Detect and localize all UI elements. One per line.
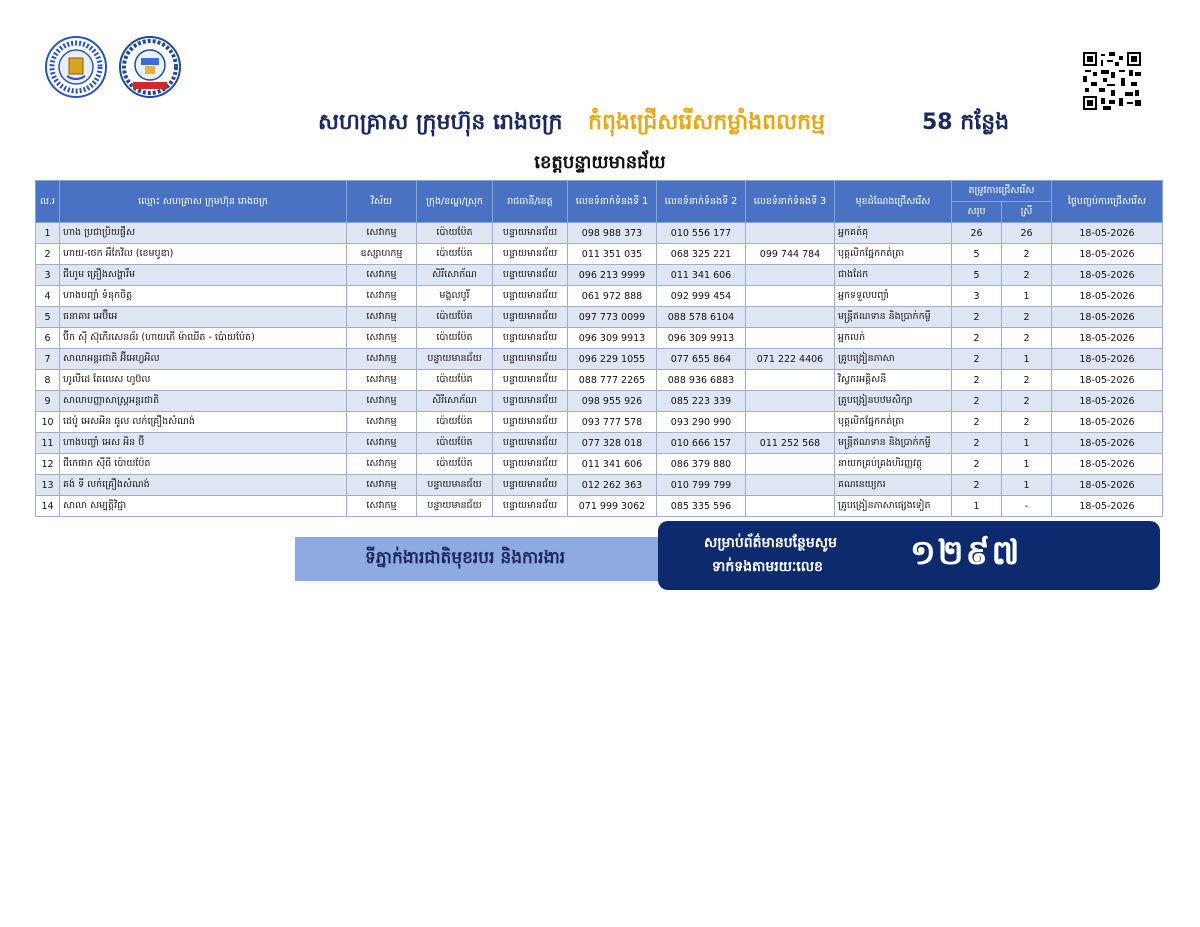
cell-female: 2: [1002, 412, 1052, 433]
cell-total: 5: [952, 265, 1002, 286]
header-total: សរុប: [952, 202, 1002, 223]
job-vacancy-table: [35, 180, 1163, 517]
cell-company: ជីកេផាក ស៊ីធី ប៉ោយប៉ែត: [60, 454, 347, 475]
cell-phone3[interactable]: [746, 370, 835, 391]
cell-total: 2: [952, 412, 1002, 433]
cell-position: គ្រូបង្រៀនភាសា: [835, 349, 952, 370]
cell-total: 26: [952, 223, 1002, 244]
cell-phone1[interactable]: 011 351 035: [568, 244, 657, 265]
table-row: [36, 307, 1163, 328]
cell-district: ប៉ោយប៉ែត: [417, 370, 493, 391]
cell-sector: សេវាកម្ម: [347, 475, 417, 496]
header-deadline: ថ្ងៃបញ្ចប់ការជ្រើសរើស: [1052, 181, 1163, 223]
cell-phone3[interactable]: [746, 328, 835, 349]
cell-sector: សេវាកម្ម: [347, 265, 417, 286]
table-row: [36, 286, 1163, 307]
header-position: មុខដំណែងជ្រើសរើស: [835, 181, 952, 223]
info-line-2: ទាក់ទងតាមរយៈលេខ: [712, 559, 823, 575]
table-row: [36, 412, 1163, 433]
cell-deadline: 18-05-2026: [1052, 265, 1163, 286]
nea-logo: [119, 36, 181, 98]
page-subtitle: ខេត្តបន្ទាយមានជ័យ: [534, 152, 666, 173]
cell-company: គង់ ទី លក់គ្រឿងសំណង់: [60, 475, 347, 496]
table-row: [36, 454, 1163, 475]
cell-total: 2: [952, 475, 1002, 496]
agency-name: ទីភ្នាក់ងារជាតិមុខរបរ និងការងារ: [365, 548, 566, 568]
cell-total: 2: [952, 307, 1002, 328]
cell-province: បន្ទាយមានជ័យ: [493, 433, 568, 454]
header-need-group: តម្រូវការជ្រើសរើស: [952, 181, 1052, 202]
cell-phone3[interactable]: [746, 265, 835, 286]
cell-position: នាយកគ្រប់គ្រងហិរញ្ញវត្ថុ: [835, 454, 952, 475]
cell-district: ប៉ោយប៉ែត: [417, 244, 493, 265]
header-phone3: លេខទំនាក់ទំនងទី 3: [746, 181, 835, 223]
cell-sector: សេវាកម្ម: [347, 223, 417, 244]
header-female: ស្រី: [1002, 202, 1052, 223]
cell-female: 2: [1002, 244, 1052, 265]
cell-phone2[interactable]: 010 799 799: [657, 475, 746, 496]
cell-sector: សេវាកម្ម: [347, 496, 417, 517]
header-phone1: លេខទំនាក់ទំនងទី 1: [568, 181, 657, 223]
cell-total: 2: [952, 454, 1002, 475]
cell-district: ប៉ោយប៉ែត: [417, 412, 493, 433]
cell-position: បុគ្គលិកផ្នែកកត់ត្រា: [835, 244, 952, 265]
cell-no: 14: [36, 496, 60, 517]
cell-district: ប៉ោយប៉ែត: [417, 454, 493, 475]
cell-female: 1: [1002, 454, 1052, 475]
cell-phone3[interactable]: [746, 412, 835, 433]
cell-phone2[interactable]: 077 655 864: [657, 349, 746, 370]
cell-no: 11: [36, 433, 60, 454]
cell-sector: សេវាកម្ម: [347, 370, 417, 391]
cell-female: 2: [1002, 328, 1052, 349]
cell-no: 10: [36, 412, 60, 433]
table-row: [36, 265, 1163, 286]
cell-female: 2: [1002, 307, 1052, 328]
table-row: [36, 475, 1163, 496]
cell-female: 1: [1002, 286, 1052, 307]
cell-province: បន្ទាយមានជ័យ: [493, 286, 568, 307]
cell-phone3[interactable]: [746, 475, 835, 496]
cell-phone3[interactable]: [746, 496, 835, 517]
cell-no: 4: [36, 286, 60, 307]
cell-company: សាលា សម្បត្តិវិជ្ជា: [60, 496, 347, 517]
cell-province: បន្ទាយមានជ័យ: [493, 328, 568, 349]
cell-phone2[interactable]: 085 223 339: [657, 391, 746, 412]
cell-phone3[interactable]: 011 252 568: [746, 433, 835, 454]
cell-phone2[interactable]: 088 936 6883: [657, 370, 746, 391]
cell-no: 7: [36, 349, 60, 370]
table-row: [36, 223, 1163, 244]
cell-phone1[interactable]: 012 262 363: [568, 475, 657, 496]
table-row: [36, 391, 1163, 412]
cell-company: ធនាគារ អេប៊ីអេ: [60, 307, 347, 328]
cell-female: 1: [1002, 433, 1052, 454]
header-phone2: លេខទំនាក់ទំនងទី 2: [657, 181, 746, 223]
cell-position: អ្នកគត់គុ: [835, 223, 952, 244]
cell-position: គ្រូបង្រៀនភាសាផ្សេងទៀត: [835, 496, 952, 517]
title-accent: កំពុងជ្រើសរើសកម្លាំងពលកម្ម: [588, 110, 825, 135]
cell-deadline: 18-05-2026: [1052, 391, 1163, 412]
cell-deadline: 18-05-2026: [1052, 286, 1163, 307]
cell-company: ហាងបញ្ចាំ ទំនុកចិត្ត: [60, 286, 347, 307]
cell-phone2[interactable]: 093 290 990: [657, 412, 746, 433]
cell-district: ប៉ោយប៉ែត: [417, 328, 493, 349]
agency-banner: [295, 537, 663, 581]
cell-female: 1: [1002, 349, 1052, 370]
ministry-logo: [45, 36, 107, 98]
hotline-number[interactable]: ១២៩៧: [910, 533, 1022, 573]
cell-phone1[interactable]: 077 328 018: [568, 433, 657, 454]
cell-province: បន្ទាយមានជ័យ: [493, 496, 568, 517]
cell-phone1[interactable]: 096 213 9999: [568, 265, 657, 286]
cell-total: 2: [952, 328, 1002, 349]
cell-female: 2: [1002, 265, 1052, 286]
cell-phone2[interactable]: 068 325 221: [657, 244, 746, 265]
cell-company: ប៊ីក ស៊ី ស៊ុភើរសេនធ័រ (ហាយភើ ម៉ាឃើត - ប៉ោយប៉ែត): [60, 328, 347, 349]
cell-phone2[interactable]: 010 666 157: [657, 433, 746, 454]
cell-company: ជីហូម គ្រឿងសង្ហារឹម: [60, 265, 347, 286]
cell-deadline: 18-05-2026: [1052, 433, 1163, 454]
cell-province: បន្ទាយមានជ័យ: [493, 475, 568, 496]
cell-no: 5: [36, 307, 60, 328]
cell-phone3[interactable]: 099 744 784: [746, 244, 835, 265]
cell-sector: សេវាកម្ម: [347, 454, 417, 475]
cell-district: សិរីសោភ័ណ: [417, 391, 493, 412]
cell-deadline: 18-05-2026: [1052, 412, 1163, 433]
cell-phone1[interactable]: 098 988 373: [568, 223, 657, 244]
cell-female: 2: [1002, 391, 1052, 412]
cell-phone2[interactable]: 086 379 880: [657, 454, 746, 475]
cell-position: មន្ត្រីឥណទាន និងប្រាក់កម្ចី: [835, 433, 952, 454]
cell-phone3[interactable]: [746, 286, 835, 307]
cell-sector: សេវាកម្ម: [347, 286, 417, 307]
cell-deadline: 18-05-2026: [1052, 496, 1163, 517]
table-row: [36, 370, 1163, 391]
cell-company: សាលាអន្តរជាតិ អ៊ីអេហ្វអិល: [60, 349, 347, 370]
cell-position: ជាងដែក: [835, 265, 952, 286]
cell-female: 26: [1002, 223, 1052, 244]
header-sector: វិស័យ: [347, 181, 417, 223]
cell-sector: ឧស្សាហកម្ម: [347, 244, 417, 265]
cell-sector: សេវាកម្ម: [347, 307, 417, 328]
table-row: [36, 244, 1163, 265]
cell-phone2[interactable]: 092 999 454: [657, 286, 746, 307]
title-main: សហគ្រាស ក្រុមហ៊ុន រោងចក្រ: [318, 110, 563, 135]
cell-phone3[interactable]: [746, 454, 835, 475]
cell-phone3[interactable]: [746, 307, 835, 328]
cell-female: 1: [1002, 475, 1052, 496]
table-row: [36, 328, 1163, 349]
cell-company: ដេប៉ូ អេសអិន ធូល លក់គ្រឿងសំណង់: [60, 412, 347, 433]
cell-phone1[interactable]: 093 777 578: [568, 412, 657, 433]
cell-total: 3: [952, 286, 1002, 307]
cell-province: បន្ទាយមានជ័យ: [493, 349, 568, 370]
cell-position: វិស្វករអគ្គិសនី: [835, 370, 952, 391]
cell-no: 1: [36, 223, 60, 244]
header-no: ល.រ: [36, 181, 60, 223]
cell-district: មង្គលបូរី: [417, 286, 493, 307]
cell-company: ហូលីដេ តែលេស ហូប៊ល: [60, 370, 347, 391]
cell-phone1[interactable]: 011 341 606: [568, 454, 657, 475]
cell-no: 6: [36, 328, 60, 349]
cell-total: 2: [952, 370, 1002, 391]
cell-position: គណនេយ្យករ: [835, 475, 952, 496]
cell-position: អ្នកលក់: [835, 328, 952, 349]
cell-phone3[interactable]: 071 222 4406: [746, 349, 835, 370]
cell-total: 2: [952, 433, 1002, 454]
cell-district: សិរីសោភ័ណ: [417, 265, 493, 286]
cell-sector: សេវាកម្ម: [347, 349, 417, 370]
cell-company: ហាង ប្រជាប្រិយផ្លឹស: [60, 223, 347, 244]
header-province: រាជធានី/ខេត្ត: [493, 181, 568, 223]
cell-province: បន្ទាយមានជ័យ: [493, 412, 568, 433]
cell-position: មន្ត្រីឥណទាន និងប្រាក់កម្ចី: [835, 307, 952, 328]
hotline-banner: [658, 521, 1160, 590]
cell-district: បន្ទាយមានជ័យ: [417, 496, 493, 517]
cell-phone3[interactable]: [746, 223, 835, 244]
cell-phone2[interactable]: 011 341 606: [657, 265, 746, 286]
cell-female: -: [1002, 496, 1052, 517]
cell-no: 9: [36, 391, 60, 412]
table-row: [36, 349, 1163, 370]
cell-deadline: 18-05-2026: [1052, 244, 1163, 265]
cell-province: បន្ទាយមានជ័យ: [493, 454, 568, 475]
cell-province: បន្ទាយមានជ័យ: [493, 223, 568, 244]
cell-no: 13: [36, 475, 60, 496]
cell-province: បន្ទាយមានជ័យ: [493, 307, 568, 328]
cell-phone2[interactable]: 088 578 6104: [657, 307, 746, 328]
cell-female: 2: [1002, 370, 1052, 391]
header-company: ឈ្មោះ សហគ្រាស ក្រុមហ៊ុន រោងចក្រ: [60, 181, 347, 223]
qr-code-icon[interactable]: [1083, 52, 1141, 110]
header-district: ក្រុង/ខណ្ឌ/ស្រុក: [417, 181, 493, 223]
table-row: [36, 433, 1163, 454]
cell-phone1[interactable]: 097 773 0099: [568, 307, 657, 328]
cell-deadline: 18-05-2026: [1052, 307, 1163, 328]
cell-province: បន្ទាយមានជ័យ: [493, 391, 568, 412]
cell-company: ហាងបញ្ចាំ អេស អិន ប៊ី: [60, 433, 347, 454]
cell-phone3[interactable]: [746, 391, 835, 412]
cell-sector: សេវាកម្ម: [347, 391, 417, 412]
cell-deadline: 18-05-2026: [1052, 454, 1163, 475]
cell-district: បន្ទាយមានជ័យ: [417, 475, 493, 496]
title-count: 58 កន្លែង: [922, 110, 1010, 135]
cell-total: 2: [952, 391, 1002, 412]
info-line-1: សម្រាប់ព័ត៌មានបន្ថែមសូម: [704, 535, 838, 551]
cell-company: សាលាបញ្ញាសាស្ត្រអន្តរជាតិ: [60, 391, 347, 412]
cell-phone2[interactable]: 085 335 596: [657, 496, 746, 517]
cell-province: បន្ទាយមានជ័យ: [493, 370, 568, 391]
cell-deadline: 18-05-2026: [1052, 370, 1163, 391]
cell-phone1[interactable]: 088 777 2265: [568, 370, 657, 391]
cell-district: ប៉ោយប៉ែត: [417, 433, 493, 454]
cell-position: អ្នកទទួលបញ្ចាំ: [835, 286, 952, 307]
cell-no: 2: [36, 244, 60, 265]
cell-phone2[interactable]: 096 309 9913: [657, 328, 746, 349]
cell-no: 12: [36, 454, 60, 475]
cell-position: គ្រូបង្រៀនបឋមសិក្សា: [835, 391, 952, 412]
cell-phone1[interactable]: 096 309 9913: [568, 328, 657, 349]
cell-province: បន្ទាយមានជ័យ: [493, 244, 568, 265]
cell-total: 2: [952, 349, 1002, 370]
cell-deadline: 18-05-2026: [1052, 328, 1163, 349]
cell-phone1[interactable]: 098 955 926: [568, 391, 657, 412]
cell-company: ហាយ-ថេក អឹភែវិល (ខេមបូឌា): [60, 244, 347, 265]
cell-deadline: 18-05-2026: [1052, 349, 1163, 370]
table-row: [36, 496, 1163, 517]
cell-phone1[interactable]: 096 229 1055: [568, 349, 657, 370]
cell-position: បុគ្គលិកផ្នែកកត់ត្រា: [835, 412, 952, 433]
cell-province: បន្ទាយមានជ័យ: [493, 265, 568, 286]
cell-district: ប៉ោយប៉ែត: [417, 223, 493, 244]
cell-sector: សេវាកម្ម: [347, 412, 417, 433]
cell-phone1[interactable]: 061 972 888: [568, 286, 657, 307]
cell-phone2[interactable]: 010 556 177: [657, 223, 746, 244]
cell-phone1[interactable]: 071 999 3062: [568, 496, 657, 517]
cell-no: 8: [36, 370, 60, 391]
cell-deadline: 18-05-2026: [1052, 475, 1163, 496]
title-row: [0, 104, 1200, 144]
cell-district: ប៉ោយប៉ែត: [417, 307, 493, 328]
cell-sector: សេវាកម្ម: [347, 328, 417, 349]
cell-district: បន្ទាយមានជ័យ: [417, 349, 493, 370]
cell-total: 5: [952, 244, 1002, 265]
cell-sector: សេវាកម្ម: [347, 433, 417, 454]
cell-total: 1: [952, 496, 1002, 517]
cell-no: 3: [36, 265, 60, 286]
cell-deadline: 18-05-2026: [1052, 223, 1163, 244]
